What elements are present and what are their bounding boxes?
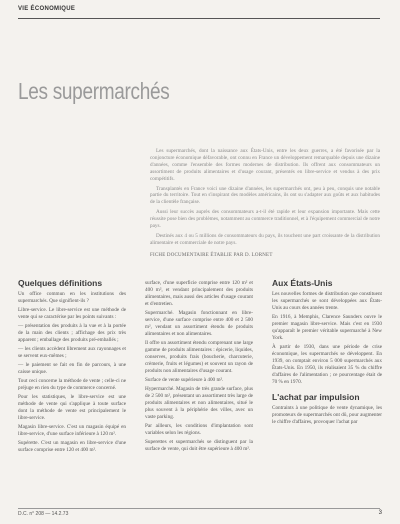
- body-paragraph: En 1916, à Memphis, Clarence Saunders ouvre le premier magasin libre-service. Mais c'est en 1930 qu'apparaît le premier véritable supermarché à New York.: [272, 314, 382, 341]
- intro-paragraph: Transplantés en France voici une dizaine d'années, les supermarchés ont, peu à peu, conquis une notable partie du territoire. Tout en s'inspirant des modèles américains, ils ont su s'adapter aux goûts et aux habitudes de la clientèle française.: [150, 185, 380, 206]
- section-heading: Aux États-Unis: [272, 278, 333, 288]
- section-heading: Quelques définitions: [18, 278, 103, 288]
- issue-reference: D.C. n° 208 — 14.2.73: [18, 511, 69, 517]
- body-paragraph: — présentation des produits à la vue et à la portée de la main des clients ; affichage des prix très apparent ; emballage des produits pré-emballés ;: [18, 323, 126, 343]
- body-paragraph: Pour les statistiques, le libre-service est une méthode de vente qui s'applique à toute surface dont la méthode de vente est principalement le libre-service.: [18, 394, 126, 421]
- body-paragraph: — les clients accèdent librement aux rayonnages et se servent eux-mêmes ;: [18, 346, 126, 359]
- body-paragraph: Par ailleurs, les conditions d'implantation sont variables selon les régions.: [145, 423, 253, 436]
- column-right: [272, 280, 382, 428]
- body-paragraph: Magasin libre-service. C'est un magasin équipé en libre-service, d'une surface inférieure à 120 m².: [18, 424, 126, 437]
- body-paragraph: Les nouvelles formes de distribution que constituent les supermarchés se sont développées aux États-Unis au cours des années trente.: [272, 291, 382, 311]
- body-paragraph: Hypermarché. Magasin de très grande surface, plus de 2 500 m², présentant un assortiment très large de produits alimentaires et non alimentaires, situé le plus souvent à la périphérie des villes, avec un vaste parking.: [145, 386, 253, 420]
- intro-paragraph: Aussi leur succès auprès des consommateurs a-t-il été rapide et leur expansion importante. Mais cette réussite pose bien des problèmes, notamment au commerce traditionnel, et à l'équipement commercial de notre pays.: [150, 209, 380, 230]
- body-paragraph: Superettes et supermarchés se distinguent par la surface de vente, qui doit être supérieure à 400 m².: [145, 439, 253, 452]
- header-rule: [18, 18, 380, 19]
- body-paragraph: Supermarché. Magasin fonctionnant en libre-service, d'une surface comprise entre 400 et 2 500 m², vendant un assortiment étendu de produits alimentaires et non alimentaires.: [145, 310, 253, 337]
- article-intro: [150, 148, 380, 263]
- section-heading: L'achat par impulsion: [272, 392, 360, 402]
- body-paragraph: Il offre un assortiment étendu comprenant une large gamme de produits alimentaires : épicerie, liquides, conserves, produits frais (boucherie, charcuterie, crèmerie, fruits et légumes) et souvent un rayon de produits non alimentaires d'usage courant.: [145, 340, 253, 374]
- section-rubric: VIE ÉCONOMIQUE: [18, 6, 76, 12]
- article-title: Les supermarchés: [18, 80, 170, 106]
- body-paragraph: Tout ceci concerne la méthode de vente ; celle-ci ne préjuge en rien du type de commerce concerné.: [18, 378, 126, 391]
- article-credit: FICHE DOCUMENTAIRE ÉTABLIE PAR D. LORNET: [150, 252, 273, 258]
- column-definitions: [18, 280, 126, 456]
- body-paragraph: — le paiement se fait en fin de parcours, à une caisse unique.: [18, 362, 126, 375]
- body-paragraph: Contraints à une politique de vente dynamique, les promoteurs de supermarchés ont dû, pour augmenter le chiffre d'affaires, provoquer l'achat par: [272, 405, 382, 425]
- intro-paragraph: Les supermarchés, dont la naissance aux États-Unis, entre les deux guerres, a été favorisée par la conjoncture économique défavorable, ont connu en France un développement remarquable depuis une dizaine d'années, comme l'ensemble des formes modernes de distribution. Ils offrent aux consommateurs un assortiment de produits alimentaires et d'usage courant, présentés en libre-service et vendus à des prix compétitifs.: [150, 148, 380, 182]
- page-number: 3: [378, 510, 382, 516]
- body-paragraph: surface, d'une superficie comprise entre 120 m² et 400 m², et vendant principalement des produits alimentaires, mais aussi des articles d'usage courant et d'entretien.: [145, 280, 253, 307]
- footer-rule: [18, 508, 380, 509]
- body-paragraph: Libre-service. Le libre-service est une méthode de vente qui se caractérise par les points suivants :: [18, 307, 126, 320]
- body-paragraph: Supérette. C'est un magasin en libre-service d'une surface comprise entre 120 et 400 m².: [18, 440, 126, 453]
- body-paragraph: Surface de vente supérieure à 400 m².: [145, 377, 224, 383]
- body-paragraph: À partir de 1930, dans une période de crise économique, les supermarchés se développent. En 1939, on comptait environ 5 000 supermarchés aux États-Unis. En 1950, ils réalisaient 35 % du chiffre d'affaires de l'alimentation ; ce pourcentage était de 70 % en 1970.: [272, 344, 382, 385]
- body-paragraph: Un office commun en les institutions des supermarchés. Que signifient-ils ?: [18, 291, 126, 304]
- intro-paragraph: Destinés aux 4 ou 5 millions de consommateurs du pays, ils touchent une part croissante de la distribution alimentaire et commerciale de notre pays.: [150, 232, 380, 246]
- column-middle: [145, 280, 253, 455]
